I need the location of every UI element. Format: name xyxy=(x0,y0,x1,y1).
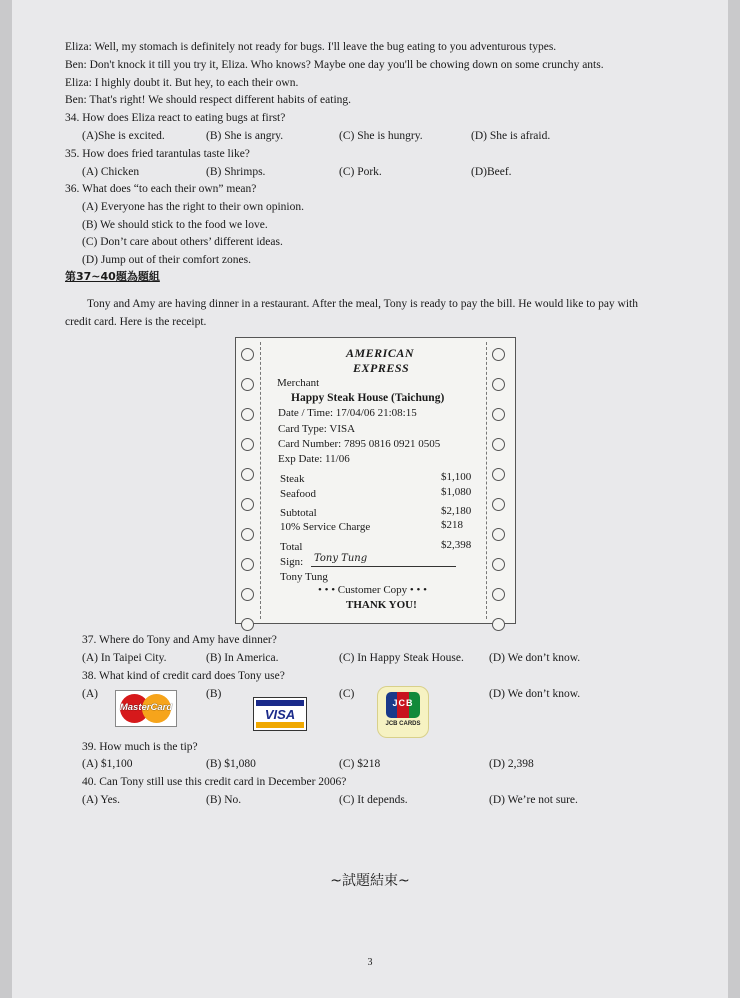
q36-option-a: (A) Everyone has the right to their own opinion. xyxy=(82,201,304,213)
perforation-right xyxy=(486,342,487,619)
total-amount: $2,398 xyxy=(441,539,472,551)
q34-option-a: (A)She is excited. xyxy=(82,130,165,142)
item-label: Steak xyxy=(280,473,305,485)
item-label: Seafood xyxy=(280,488,317,500)
page-number: 3 xyxy=(367,957,373,968)
signature: Tony Tung xyxy=(314,553,368,564)
merchant-name: Happy Steak House (Taichung) xyxy=(291,392,445,404)
receipt-exp-date: Exp Date: 11/06 xyxy=(278,453,350,465)
service-label: 10% Service Charge xyxy=(280,521,371,533)
question-37: 37. Where do Tony and Amy have dinner? xyxy=(82,634,277,646)
printed-name: Tony Tung xyxy=(280,571,328,583)
subtotal-label: Subtotal xyxy=(280,507,317,519)
question-39: 39. How much is the tip? xyxy=(82,741,198,753)
signature-line xyxy=(311,566,456,567)
receipt-brand-line1: AMERICAN xyxy=(346,346,415,360)
jcb-logo-subtext: JCB CARDS xyxy=(385,721,421,727)
q37-option-d: (D) We don’t know. xyxy=(489,652,581,664)
dialogue-line: Ben: That's right! We should respect different habits of eating. xyxy=(65,94,352,106)
jcb-logo-text: JCB xyxy=(392,698,414,708)
group-heading: 第37~40題為題組 xyxy=(65,270,160,283)
dialogue-line: Ben: Don't knock it till you try it, Eliza. Who knows? Maybe one day you'll be chowing down on some crunchy ants. xyxy=(65,59,604,71)
q39-option-d: (D) 2,398 xyxy=(489,758,534,770)
mastercard-logo xyxy=(115,690,177,727)
q34-option-c: (C) She is hungry. xyxy=(339,130,423,142)
q35-option-d: (D)Beef. xyxy=(471,166,512,178)
question-34: 34. How does Eliza react to eating bugs at first? xyxy=(65,112,286,124)
q38-option-a: (A) xyxy=(82,688,98,700)
item-amount: $1,100 xyxy=(441,471,472,483)
receipt-card-type: Card Type: VISA xyxy=(278,423,356,435)
q36-option-d: (D) Jump out of their comfort zones. xyxy=(82,254,251,266)
mastercard-logo-text: MasterCard xyxy=(119,702,173,713)
q39-option-b: (B) $1,080 xyxy=(206,758,256,770)
customer-copy: • • • Customer Copy • • • xyxy=(318,584,427,596)
jcb-logo xyxy=(377,686,429,738)
q37-option-b: (B) In America. xyxy=(206,652,279,664)
q40-option-a: (A) Yes. xyxy=(82,794,121,806)
subtotal-amount: $2,180 xyxy=(441,505,472,517)
exam-page xyxy=(12,0,728,998)
receipt-datetime: Date / Time: 17/04/06 21:08:15 xyxy=(278,407,417,419)
q35-option-b: (B) Shrimps. xyxy=(206,166,266,178)
q37-option-c: (C) In Happy Steak House. xyxy=(339,652,464,664)
passage-line: Tony and Amy are having dinner in a restaurant. After the meal, Tony is ready to pay the bill. He would like to pay with xyxy=(87,298,639,310)
q38-option-d: (D) We don’t know. xyxy=(489,688,581,700)
receipt-holes-left xyxy=(241,348,255,648)
passage-line: credit card. Here is the receipt. xyxy=(65,316,207,328)
merchant-label: Merchant xyxy=(277,377,320,389)
receipt-brand-line2: EXPRESS xyxy=(353,361,410,375)
q36-option-c: (C) Don’t care about others’ different ideas. xyxy=(82,236,283,248)
q38-option-c: (C) xyxy=(339,688,355,700)
q36-option-b: (B) We should stick to the food we love. xyxy=(82,219,268,231)
q35-option-a: (A) Chicken xyxy=(82,166,140,178)
visa-logo xyxy=(253,697,307,731)
q37-option-a: (A) In Taipei City. xyxy=(82,652,167,664)
q38-option-b: (B) xyxy=(206,688,222,700)
receipt-holes-right xyxy=(492,348,506,648)
dialogue-line: Eliza: I highly doubt it. But hey, to each their own. xyxy=(65,77,299,89)
perforation-left xyxy=(260,342,261,619)
visa-logo-text: VISA xyxy=(264,707,296,722)
question-38: 38. What kind of credit card does Tony use? xyxy=(82,670,285,682)
question-36: 36. What does “to each their own” mean? xyxy=(65,183,257,195)
total-label: Total xyxy=(280,541,303,553)
receipt-thanks: THANK YOU! xyxy=(346,599,417,611)
q40-option-b: (B) No. xyxy=(206,794,242,806)
q40-option-d: (D) We’re not sure. xyxy=(489,794,578,806)
item-amount: $1,080 xyxy=(441,486,472,498)
dialogue-line: Eliza: Well, my stomach is definitely not ready for bugs. I'll leave the bug eating to you adventurous types. xyxy=(65,41,557,53)
q39-option-c: (C) $218 xyxy=(339,758,381,770)
q34-option-d: (D) She is afraid. xyxy=(471,130,551,142)
receipt-card-number: Card Number: 7895 0816 0921 0505 xyxy=(278,438,441,450)
receipt xyxy=(235,337,516,624)
sign-label: Sign: xyxy=(280,556,304,568)
q34-option-b: (B) She is angry. xyxy=(206,130,284,142)
q35-option-c: (C) Pork. xyxy=(339,166,382,178)
question-40: 40. Can Tony still use this credit card in December 2006? xyxy=(82,776,347,788)
q39-option-a: (A) $1,100 xyxy=(82,758,133,770)
q40-option-c: (C) It depends. xyxy=(339,794,408,806)
exam-end-text: ~試題結束~ xyxy=(330,873,410,889)
question-35: 35. How does fried tarantulas taste like? xyxy=(65,148,250,160)
service-amount: $218 xyxy=(441,519,463,531)
